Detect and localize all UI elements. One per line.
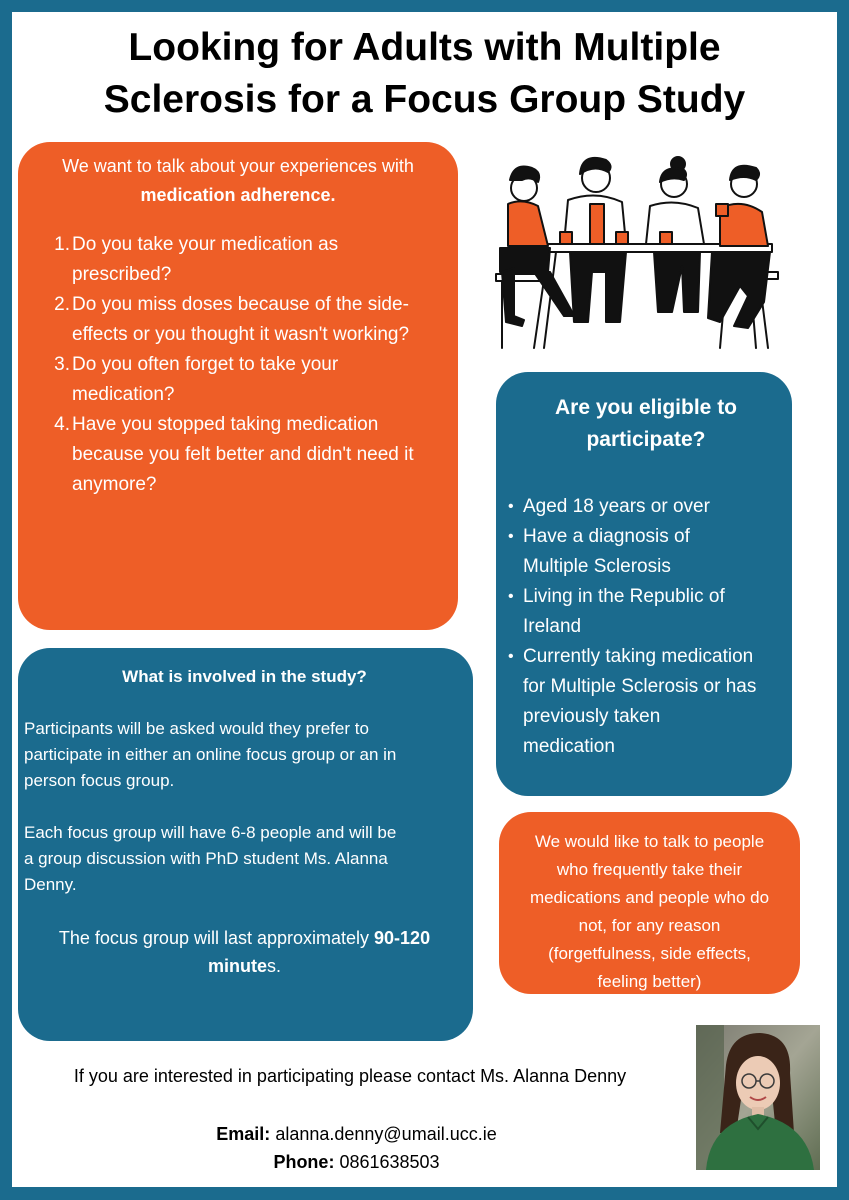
involvement-heading: What is involved in the study? — [122, 667, 367, 686]
intro-text: We want to talk about your experiences with — [62, 156, 414, 176]
phone-label: Phone: — [273, 1152, 335, 1172]
question-text — [72, 290, 442, 350]
question-line: because you felt better and didn't need it — [72, 444, 414, 465]
question-line: effects or you thought it wasn't working? — [72, 324, 410, 345]
involvement-paragraph — [24, 820, 465, 898]
paragraph-line: a group discussion with PhD student Ms. Alanna — [24, 849, 388, 868]
duration-text: s. — [267, 956, 282, 976]
title-line-2: Sclerosis for a Focus Group Study — [103, 78, 746, 121]
question-line: Do you take your medication as — [72, 234, 339, 255]
phone-line — [0, 1152, 713, 1173]
talk-line: feeling better) — [597, 972, 702, 991]
question-line: anymore? — [72, 474, 157, 495]
eligibility-list — [512, 492, 780, 762]
intro-bold-text: medication adherence. — [140, 185, 336, 205]
medication-adherence-card — [18, 142, 458, 630]
duration-bold: minute — [207, 956, 267, 976]
item-line: Living in the Republic of — [523, 586, 725, 607]
talk-line: medications and people who do — [529, 888, 770, 907]
item-line: Currently taking medication — [523, 646, 754, 667]
duration-paragraph — [24, 924, 465, 980]
question-item — [34, 290, 442, 350]
item-line: Have a diagnosis of — [523, 526, 690, 547]
duration-text: The focus group will last approximately — [58, 928, 375, 948]
person-body — [646, 202, 704, 244]
question-line: Do you often forget to take your — [72, 354, 339, 375]
person-body — [508, 201, 548, 246]
question-line: Do you miss doses because of the side- — [72, 294, 409, 315]
paragraph-line: Denny. — [24, 875, 77, 894]
item-line: previously taken — [523, 706, 661, 727]
question-item — [34, 350, 442, 410]
question-list — [34, 230, 442, 500]
heading-line: Are you eligible to — [554, 396, 738, 419]
question-line: Have you stopped taking medication — [72, 414, 379, 435]
email-link[interactable]: alanna.denny@umail.ucc.ie — [270, 1124, 497, 1144]
involvement-paragraph — [24, 716, 465, 794]
question-text — [72, 350, 442, 410]
talk-line: not, for any reason — [578, 916, 721, 935]
item-line: medication — [523, 736, 615, 757]
phone-number: 0861638503 — [334, 1152, 440, 1172]
cup — [660, 232, 672, 244]
question-number: 1. — [54, 234, 70, 255]
question-text — [72, 410, 442, 500]
item-line: Multiple Sclerosis — [523, 556, 671, 577]
eligibility-card — [496, 372, 792, 796]
question-number: 4. — [54, 414, 70, 435]
eligibility-item — [512, 582, 780, 642]
eligibility-item — [512, 642, 780, 762]
talk-line: (forgetfulness, side effects, — [548, 944, 751, 963]
paragraph-line: Each focus group will have 6-8 people and will be — [24, 823, 397, 842]
question-number: 3. — [54, 354, 70, 375]
title-line-1: Looking for Adults with Multiple — [128, 26, 721, 69]
eligibility-item — [512, 492, 780, 522]
question-line: prescribed? — [72, 264, 172, 285]
paragraph-line: participate in either an online focus group or an in — [24, 745, 397, 764]
heading-line: participate? — [586, 428, 706, 451]
researcher-photo — [696, 1025, 820, 1170]
duration-bold: 90-120 — [374, 928, 431, 948]
cup — [616, 232, 628, 244]
medication-intro — [34, 152, 442, 210]
email-line — [0, 1124, 713, 1145]
question-item — [34, 230, 442, 290]
eligibility-item — [512, 522, 780, 582]
talk-line: We would like to talk to people — [534, 832, 765, 851]
question-line: medication? — [72, 384, 175, 405]
cup — [716, 204, 728, 216]
question-text — [72, 230, 442, 290]
eligibility-heading — [512, 392, 780, 456]
cup — [560, 232, 572, 244]
study-involvement-card — [18, 648, 473, 1041]
talk-to-people-card — [499, 812, 800, 994]
question-item — [34, 410, 442, 500]
paragraph-line: Participants will be asked would they prefer to — [24, 719, 369, 738]
item-line: for Multiple Sclerosis or has — [523, 676, 757, 697]
item-line: Aged 18 years or over — [523, 496, 710, 517]
poster-title — [0, 22, 849, 126]
people-at-table-illustration — [494, 148, 780, 354]
item-line: Ireland — [523, 616, 582, 637]
question-number: 2. — [54, 294, 70, 315]
paragraph-line: person focus group. — [24, 771, 175, 790]
talk-line: who frequently take their — [556, 860, 743, 879]
contact-text: If you are interested in participating please contact Ms. Alanna Denny — [73, 1066, 627, 1086]
email-label: Email: — [216, 1124, 271, 1144]
